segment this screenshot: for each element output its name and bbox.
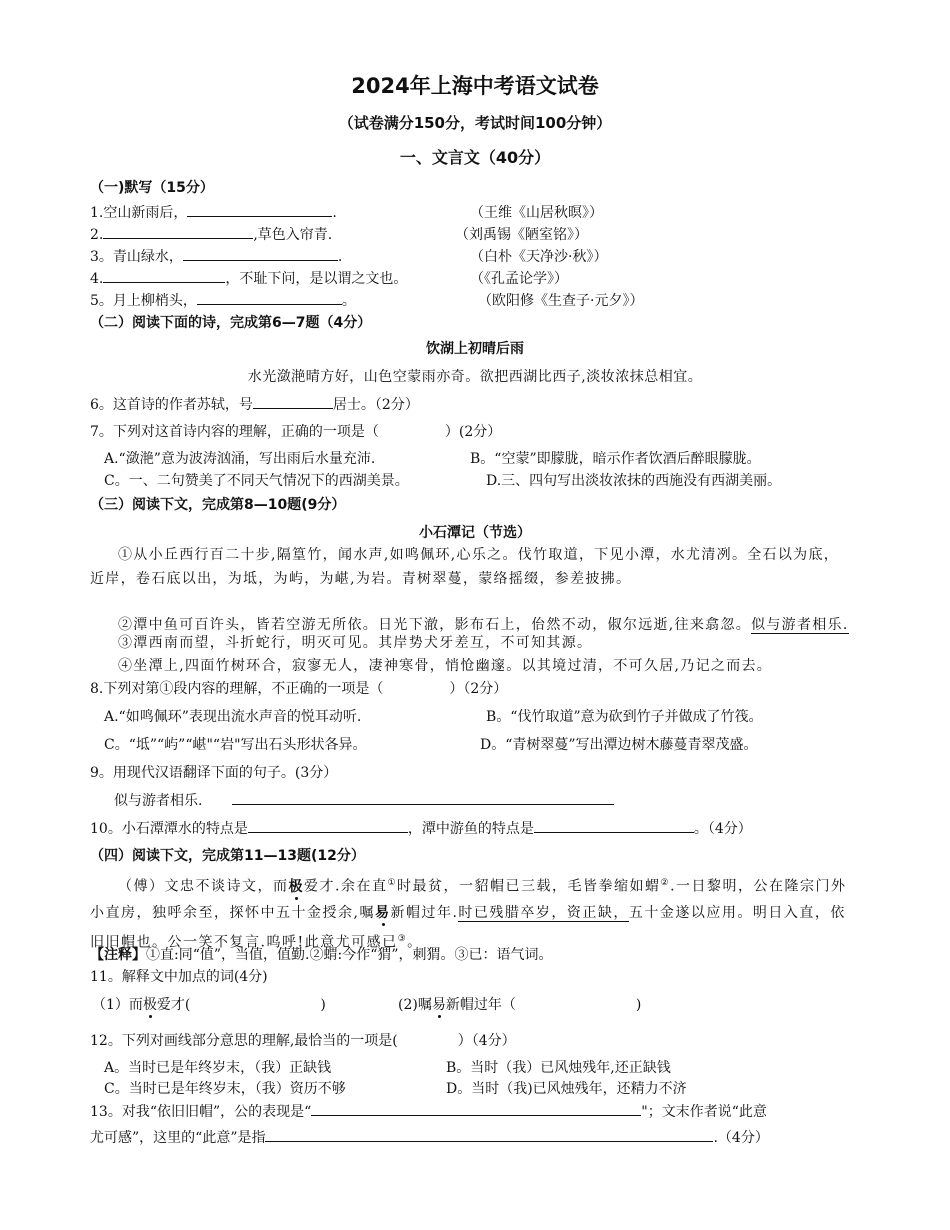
paragraph-4: ④坐潭上,四面竹树环合，寂寥无人，凄神寒骨，悄怆幽邃。以其境过清，不可久居,乃记之而去。 bbox=[118, 658, 773, 674]
underlined-sentence: 似与游者相乐. bbox=[751, 617, 849, 633]
option-d[interactable]: D。当时（我)已风烛残年，还精力不济 bbox=[446, 1081, 687, 1097]
dictation-item-1: 1.空山新雨后， . bbox=[90, 202, 337, 222]
option-b[interactable]: B。“空蒙”即朦胧，暗示作者饮酒后醉眼朦胧。 bbox=[470, 451, 761, 467]
question-10: 10。小石潭潭水的特点是 ，潭中游鱼的特点是 。（4分） bbox=[90, 818, 752, 838]
underlined-phrase: 时已残腊卒岁，资正缺， bbox=[458, 904, 629, 921]
poem-title: 饮湖上初晴后雨 bbox=[426, 341, 524, 357]
answer-blank[interactable] bbox=[534, 818, 694, 833]
answer-blank[interactable] bbox=[232, 790, 614, 805]
source-1: （王维《山居秋暝》） bbox=[470, 205, 603, 221]
paragraph-3: ③潭西南而望，斗折蛇行，明灭可见。其岸势犬牙差互，不可知其源。 bbox=[118, 635, 593, 651]
answer-blank[interactable] bbox=[197, 290, 342, 305]
exam-subtitle: （试卷满分150分，考试时间100分钟） bbox=[338, 114, 612, 132]
dictation-item-3: 3。青山绿水， . bbox=[90, 246, 342, 266]
source-2: （刘禹锡《陋室铭》） bbox=[455, 227, 588, 243]
dictation-item-5: 5。月上柳梢头， 。 bbox=[90, 290, 356, 310]
section-heading: 一、文言文（40分） bbox=[399, 148, 551, 167]
footnote-mark: ② bbox=[660, 878, 671, 888]
option-a[interactable]: A.“潋滟”意为波涛汹涌，写出雨后水量充沛. bbox=[104, 451, 376, 467]
poem-text: 水光潋滟晴方好，山色空蒙雨亦奇。欲把西湖比西子,淡妆浓抹总相宜。 bbox=[247, 369, 703, 385]
question-6: 6。这首诗的作者苏轼，号 居士。（2分） bbox=[90, 394, 419, 414]
question-13-cont: 尤可感”，这里的“此意”是指 .（4分） bbox=[90, 1127, 769, 1147]
question-7: 7。下列对这首诗内容的理解，正确的一项是（ ）(2分） bbox=[90, 424, 502, 440]
option-d[interactable]: D。“青树翠蔓”写出潭边树木藤蔓青翠茂盛。 bbox=[480, 737, 758, 753]
option-a[interactable]: A。当时已是年终岁末，（我）正缺钱 bbox=[104, 1060, 332, 1076]
source-3: （白朴《天净沙·秋》） bbox=[470, 249, 608, 265]
question-9-sentence: 似与游者相乐. bbox=[114, 790, 614, 810]
source-4: （《孔孟论学》） bbox=[470, 271, 568, 287]
part3-heading: （三）阅读下文，完成第8—10题(9分） bbox=[90, 497, 346, 513]
source-5: （欧阳修《生查子·元夕》） bbox=[478, 293, 644, 309]
option-c[interactable]: C。“坻”“屿”“嵁"“岩"写出石头形状各异。 bbox=[104, 737, 367, 753]
question-13: 13。对我“依旧旧帽”，公的表现是“ "；文末作者说“此意 bbox=[90, 1101, 767, 1121]
page-title: 2024年上海中考语文试卷 bbox=[351, 74, 599, 98]
question-11: 11。解释文中加点的词(4分) bbox=[90, 969, 268, 985]
dotted-word: 极 bbox=[288, 878, 304, 895]
question-8: 8.下列对第①段内容的理解，不正确的一项是（ ）（2分） bbox=[90, 681, 508, 697]
option-b[interactable]: B。“伐竹取道”意为砍到竹子并做成了竹筏。 bbox=[486, 709, 763, 725]
answer-blank[interactable] bbox=[253, 394, 333, 409]
option-d[interactable]: D.三、四句写出淡妆浓抹的西施没有西湖美丽。 bbox=[486, 473, 782, 489]
answer-blank[interactable] bbox=[103, 224, 253, 239]
option-c[interactable]: C。当时已是年终岁末，（我）资历不够 bbox=[104, 1081, 346, 1097]
paragraph-1: ①从小丘西行百二十步,隔篁竹，闻水声,如鸣佩环,心乐之。伐竹取道，下见小潭，水尤清冽。全石以为底，近岸，卷石底以出，为坻，为屿，为嵁,为岩。青树翠蔓，蒙络摇缀，参差披拂。 bbox=[90, 547, 840, 587]
dictation-item-2: 2. ,草色入帘青. bbox=[90, 224, 332, 244]
answer-blank[interactable] bbox=[103, 268, 225, 283]
part2-heading: （二）阅读下面的诗，完成第6—7题（4分） bbox=[90, 315, 372, 331]
footnote-mark: ③ bbox=[397, 933, 408, 944]
question-11-item-2: (2)嘱易新帽过年（ ) bbox=[398, 997, 642, 1013]
answer-blank[interactable] bbox=[265, 1127, 713, 1142]
paragraph-2: ②潭中鱼可百许头，皆若空游无所依。日光下澈，影布石上，佁然不动，俶尔远逝,往来翕忽。似与游者相乐. bbox=[118, 617, 849, 633]
question-12: 12。下列对画线部分意思的理解,最恰当的一项是( ）（4分） bbox=[90, 1033, 516, 1049]
question-9: 9。用现代汉语翻译下面的句子。(3分） bbox=[90, 765, 338, 781]
footnote-mark: ① bbox=[387, 878, 398, 888]
dotted-word: 易 bbox=[374, 904, 391, 921]
answer-blank[interactable] bbox=[311, 1101, 641, 1116]
option-c[interactable]: C。一、二句赞美了不同天气情况下的西湖美景。 bbox=[104, 473, 409, 489]
passage-paragraph: （傅）文忠不谈诗文，而极爱才.余在直①时最贫，一貂帽已三载，毛皆拳缩如蝟②.一日黎明，公在隆宗门外小直房，独呼余至，探怀中五十金授余,嘱易新帽过年.时已残腊卒岁，资正缺，五十金遂以应用。明日入直，依旧旧帽也。公一笑不复言.呜呼!此意尤可感已③。 bbox=[90, 878, 847, 951]
part1-heading: （一)默写（15分） bbox=[90, 180, 214, 196]
answer-blank[interactable] bbox=[183, 246, 338, 261]
dictation-item-4: 4. ，不耻下问，是以谓之文也。 bbox=[90, 268, 407, 288]
answer-blank[interactable] bbox=[248, 818, 408, 833]
part4-heading: （四）阅读下文，完成第11—13题(12分） bbox=[90, 848, 365, 864]
question-11-item-1: （1）而极爱才( ) bbox=[92, 997, 326, 1013]
option-a[interactable]: A.“如鸣佩环”表现出流水声音的悦耳动听. bbox=[104, 709, 362, 725]
annotation: 【注释】①直:同“值”，当值，值勤.②蝟:今作“猬”，刺猬。③已：语气词。 bbox=[90, 947, 553, 963]
option-b[interactable]: B。当时（我）已风烛残年,还正缺钱 bbox=[446, 1060, 671, 1076]
answer-blank[interactable] bbox=[187, 202, 332, 217]
text-title: 小石潭记（节选） bbox=[419, 525, 531, 541]
